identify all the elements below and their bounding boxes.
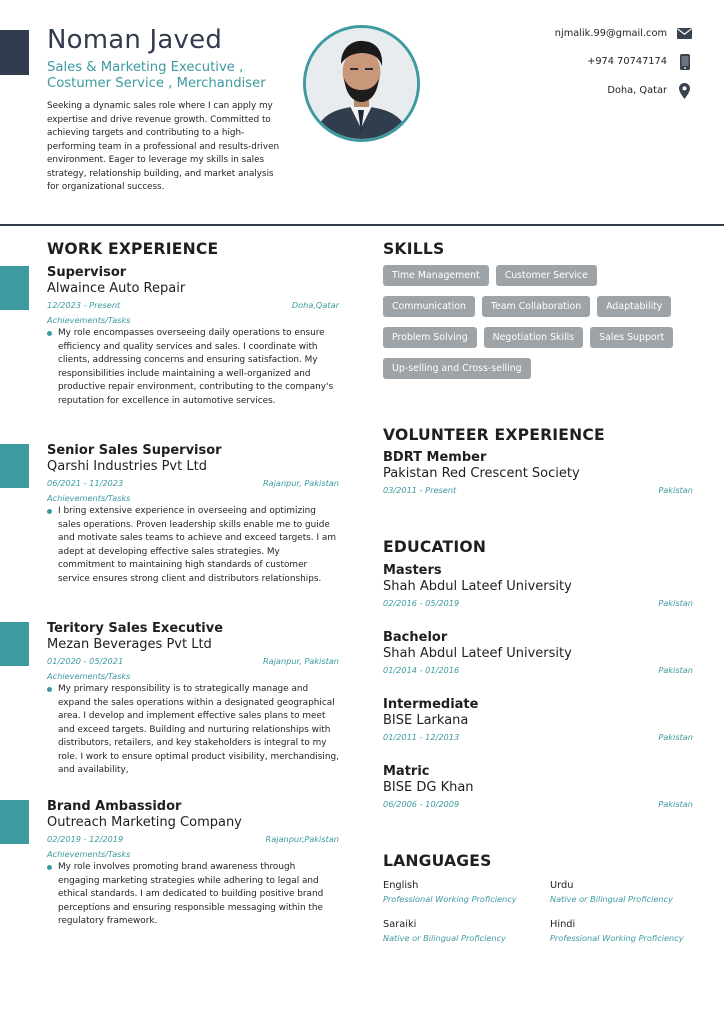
volunteer-role: BDRT Member [383,450,487,465]
job-dates: 06/2021 - 11/2023 [47,478,124,488]
education-meta [383,598,693,608]
education-location: Pakistan [658,598,693,608]
job-marker [0,622,29,666]
education-entry [383,563,693,608]
education-school: BISE DG Khan [383,780,474,795]
job-description-text: My role involves promoting brand awareness through engaging marketing strategies while adhering to legal and ethical standards. I am dedicated to building positive brand perceptions and ensuring responsible messaging within the regulatory framework. [58,862,324,926]
contact-location [607,83,692,98]
skill-tag: Team Collaboration [482,296,590,317]
bullet-dot [47,865,52,870]
education-degree: Matric [383,764,430,779]
volunteer-entry [383,450,693,495]
job-meta [47,656,339,666]
skill-tag: Negotiation Skills [484,327,584,348]
education-dates: 01/2011 - 12/2013 [383,732,460,742]
job-title: Supervisor [47,265,127,280]
job-description-text: I bring extensive experience in overseeing and optimizing sales operations. Proven leadership skills enable me to guide and motivate sales teams to achieve and exceed targets. I am adept at developing effective sales strategies. My commitment to maintaining high standards of customer service ensures strong client and distributors relationships. [58,506,336,584]
education-meta [383,732,693,742]
bullet-dot [47,687,52,692]
job-title: Senior Sales Supervisor [47,443,222,458]
job-dates: 02/2019 - 12/2019 [47,834,124,844]
education-location: Pakistan [658,665,693,675]
job-achievements-label: Achievements/Tasks [47,849,131,859]
language-item [383,919,543,943]
language-item [383,880,543,904]
education-location: Pakistan [658,732,693,742]
education-entry [383,764,693,809]
job-description [47,861,339,929]
education-meta [383,799,693,809]
education-school: Shah Abdul Lateef University [383,579,572,594]
education-school: BISE Larkana [383,713,469,728]
skill-row [383,296,703,317]
job-company: Mezan Beverages Pvt Ltd [47,637,212,652]
job-entry [47,443,339,586]
job-title: Teritory Sales Executive [47,621,224,636]
section-title-languages: LANGUAGES [383,852,492,870]
job-dates: 12/2023 - Present [47,300,121,310]
language-level: Native or Bilingual Proficiency [383,933,506,943]
volunteer-meta [383,485,693,495]
skill-row [383,358,703,379]
job-description [47,327,339,408]
job-marker [0,266,29,310]
job-description-text: My role encompasses overseeing daily operations to ensure efficiency and quality services and sales. I coordinate with clients, addressing concerns and ensuring satisfaction. My responsibilities include maintaining a well-organized and productive repair environment, contributing to the company's reputation for excellence in automotive services. [58,328,334,406]
language-name: Hindi [550,919,576,930]
job-dates: 01/2020 - 05/2021 [47,656,124,666]
job-location: Rajanpur, Pakistan [262,478,339,488]
education-degree: Intermediate [383,697,479,712]
volunteer-location: Pakistan [658,485,693,495]
language-item [550,880,710,904]
language-level: Professional Working Proficiency [550,933,684,943]
job-meta [47,478,339,488]
education-meta [383,665,693,675]
email-text[interactable]: njmalik.99@gmail.com [554,28,667,39]
skill-tag: Communication [383,296,475,317]
phone-icon [677,54,692,69]
job-meta [47,300,339,310]
contact-phone[interactable] [587,54,692,69]
language-name: Saraiki [383,919,417,930]
name-accent-bar [0,30,29,75]
job-company: Alwaince Auto Repair [47,281,186,296]
job-achievements-label: Achievements/Tasks [47,493,131,503]
education-dates: 02/2016 - 05/2019 [383,598,460,608]
education-degree: Bachelor [383,630,448,645]
job-entry [47,621,339,778]
job-marker [0,444,29,488]
education-dates: 06/2006 - 10/2009 [383,799,460,809]
skill-tag: Problem Solving [383,327,477,348]
education-dates: 01/2014 - 01/2016 [383,665,460,675]
skill-tag: Customer Service [496,265,597,286]
language-level: Native or Bilingual Proficiency [550,894,673,904]
language-level: Professional Working Proficiency [383,894,517,904]
job-location: Rajanpur,Pakistan [265,834,339,844]
volunteer-org: Pakistan Red Crescent Society [383,466,580,481]
language-name: English [383,880,419,891]
education-entry [383,630,693,675]
job-achievements-label: Achievements/Tasks [47,671,131,681]
header-divider [0,224,724,226]
envelope-icon [677,26,692,41]
profile-photo [303,25,420,142]
education-entry [383,697,693,742]
job-achievements-label: Achievements/Tasks [47,315,131,325]
job-entry [47,799,339,929]
job-description [47,683,339,778]
bullet-dot [47,509,52,514]
language-item [550,919,710,943]
job-entry [47,265,339,408]
section-title-volunteer: VOLUNTEER EXPERIENCE [383,426,605,444]
job-location: Doha,Qatar [291,300,339,310]
skill-tag: Sales Support [590,327,673,348]
section-title-work: WORK EXPERIENCE [47,240,219,258]
education-school: Shah Abdul Lateef University [383,646,572,661]
skill-tag: Adaptability [597,296,671,317]
job-description-text: My primary responsibility is to strategically manage and expand the sales operations within a designated geographical area. I develop and implement effective sales plans to meet and exceed targets. Building and nurturing relationships with distributors, retailers, and key stakeholders is integral to my role. I work to ensure optimal product visibility, merchandising, and availability, [58,684,339,775]
phone-text[interactable]: +974 70747174 [587,56,667,67]
education-location: Pakistan [658,799,693,809]
candidate-name: Noman Javed [47,25,223,55]
volunteer-dates: 03/2011 - Present [383,485,457,495]
profile-summary: Seeking a dynamic sales role where I can apply my expertise and drive revenue growth. Committed to achieving targets and contributing to a high-performing team in a professional and results-driven environment. Eager to leverage my skills in sales strategy, relationship building, and market analysis for organizational success. [47,101,280,192]
skill-tag: Time Management [383,265,489,286]
section-title-skills: SKILLS [383,240,445,258]
candidate-subtitle: Sales & Marketing Executive , Costumer Service , Merchandiser [47,60,266,91]
portrait-illustration [306,28,417,139]
job-title: Brand Ambassidor [47,799,182,814]
education-degree: Masters [383,563,442,578]
bullet-dot [47,331,52,336]
job-meta [47,834,339,844]
job-company: Outreach Marketing Company [47,815,242,830]
skill-row [383,265,703,286]
job-marker [0,800,29,844]
job-location: Rajanpur, Pakistan [262,656,339,666]
skills-list [383,265,703,389]
contact-email[interactable] [555,26,692,41]
skill-tag: Up-selling and Cross-selling [383,358,531,379]
location-text: Doha, Qatar [607,85,667,96]
job-description [47,505,339,586]
job-company: Qarshi Industries Pvt Ltd [47,459,207,474]
skill-row [383,327,703,348]
location-pin-icon [677,83,692,98]
section-title-education: EDUCATION [383,538,487,556]
language-name: Urdu [550,880,574,891]
